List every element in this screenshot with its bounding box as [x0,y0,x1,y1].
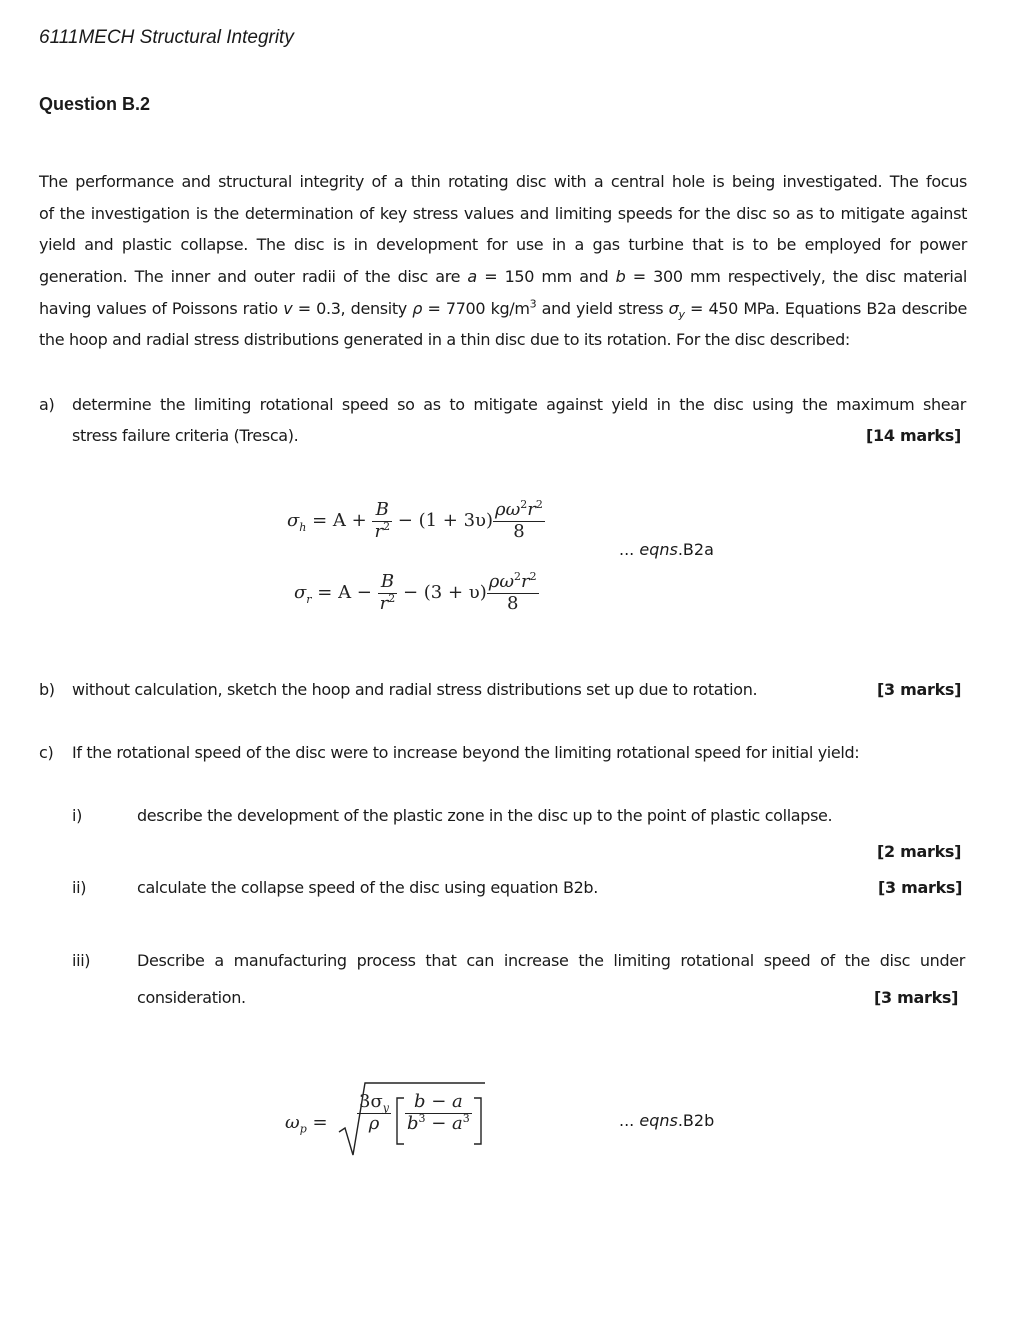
radial-frac-rho-den: 8 [506,592,519,614]
eqref-b2a-italic: eqns [639,540,678,559]
collapse-b-minus-a: b − a [414,1091,463,1112]
eqref-b2b-suffix: .B2b [677,1111,715,1130]
part-c-i-marks: [2 marks] [877,842,962,861]
var-b: b [615,267,626,286]
radial-num-r-exp: 2 [529,570,537,583]
part-c-ii-label: ii) [72,878,87,897]
intro-line-5 [39,297,967,322]
part-a-marks: [14 marks] [866,426,961,445]
hoop-frac-rho [493,500,545,542]
intro-line-4-b: = 150 mm and [476,267,616,286]
equation-radial [294,572,539,614]
radial-lhs-sub: r [306,592,312,606]
exp-3: 3 [529,297,537,311]
intro-line-1: The performance and structural integrity of a thin rotating disc with a central hole is being investigated. The focus [39,172,967,191]
hoop-r-exp: 2 [383,519,391,533]
hoop-num-r: r [527,499,536,520]
radial-mid: − (3 + υ) [397,582,487,604]
part-c-ii-marks: [3 marks] [878,878,963,897]
radial-frac-b-num [378,572,398,594]
intro-line-3: yield and plastic collapse. The disc is in development for use in a gas turbine that is to be employed for power [39,235,967,254]
collapse-lhs [285,1112,328,1136]
eqref-b2a-suffix: .B2a [677,540,714,559]
collapse-eq: = [306,1112,328,1133]
var-rho: ρ [412,299,423,318]
collapse-3sigma: 3σ [359,1091,383,1112]
radial-frac-rho-num [487,572,539,594]
collapse-rho: ρ [368,1112,380,1134]
radial-eq: = A − [311,582,378,604]
collapse-frac-2-num [405,1092,472,1114]
eqref-b2b [619,1111,714,1130]
radial-B: B [380,571,395,592]
radial-rho-omega: ρω [488,571,514,592]
intro-line-6: the hoop and radial stress distributions generated in a thin disc due to its rotation. For the disc described: [39,330,850,349]
left-bracket-icon [395,1096,405,1146]
collapse-sigma-sub: y [382,1101,389,1115]
hoop-frac-b [372,500,392,542]
radial-lhs: σ [294,582,307,604]
part-c-label: c) [39,743,54,762]
part-b-text: without calculation, sketch the hoop and radial stress distributions set up due to rotation. [72,680,758,699]
radial-frac-b [378,572,398,614]
collapse-frac-1 [357,1092,391,1134]
hoop-num-r-exp: 2 [535,498,543,511]
part-c-iii-marks: [3 marks] [874,988,959,1007]
hoop-r: r [374,520,384,542]
radial-num-r: r [521,571,530,592]
part-c-i-label: i) [72,806,82,825]
collapse-frac-2-den [405,1111,472,1135]
part-c-i-text: describe the development of the plastic zone in the disc up to the point of plastic collapse. [137,806,833,825]
eqref-b2b-italic: eqns [639,1111,678,1130]
sub-y: y [678,308,685,322]
intro-line-5-c: = 7700 kg/m [422,299,530,318]
part-c-ii-text: calculate the collapse speed of the disc using equation B2b. [137,878,598,897]
part-a-line-2: stress failure criteria (Tresca). [72,426,299,445]
radial-frac-b-den [378,591,398,615]
eqref-b2a [619,540,714,559]
collapse-frac-1-den [357,1114,391,1135]
right-bracket-icon [473,1096,483,1146]
collapse-frac-1-num [357,1092,391,1114]
hoop-B: B [375,499,389,520]
eqref-b2a-prefix: ... [619,540,640,559]
collapse-omega-sub: p [299,1122,307,1136]
question-title: Question B.2 [39,94,151,114]
collapse-den-b: b [407,1112,419,1134]
hoop-frac-b-den [372,519,392,543]
eqref-b2b-prefix: ... [619,1111,640,1130]
part-c-text: If the rotational speed of the disc were to increase beyond the limiting rotational speed for initial yield: [72,743,860,762]
intro-line-5-a: having values of Poissons ratio [39,299,284,318]
course-header: 6111MECH Structural Integrity [39,27,294,48]
intro-line-5-b: = 0.3, density [292,299,413,318]
hoop-frac-rho-num [493,500,545,522]
part-c-iii-line-2: consideration. [137,988,246,1007]
part-c-iii-line-1: Describe a manufacturing process that can increase the limiting rotational speed of the disc under [137,951,965,970]
radial-r-exp: 2 [388,591,396,605]
intro-line-5-d: and yield stress [536,299,669,318]
collapse-den-b-exp: 3 [418,1111,426,1125]
hoop-omega-exp: 2 [520,498,528,511]
hoop-mid: − (1 + 3υ) [392,510,494,532]
intro-line-4-c: = 300 mm respectively, the disc material [625,267,968,286]
part-b-label: b) [39,680,55,699]
collapse-frac-2 [405,1092,472,1134]
equation-hoop [287,500,545,542]
collapse-omega: ω [285,1112,300,1133]
var-sigma: σ [668,299,679,318]
hoop-lhs: σ [287,510,300,532]
part-a-label: a) [39,395,55,414]
var-a: a [467,267,477,286]
hoop-rho-omega: ρω [495,499,521,520]
collapse-den-a-exp: 3 [462,1111,470,1125]
part-a-line-1: determine the limiting rotational speed so as to mitigate against yield in the disc using the maximum shear [72,395,966,414]
intro-line-2: of the investigation is the determination of key stress values and limiting speeds for the disc so as to mitigate against [39,204,967,223]
hoop-frac-rho-den: 8 [513,520,525,542]
radial-frac-rho [487,572,539,614]
var-v: v [283,299,293,318]
radial-omega-exp: 2 [514,570,521,583]
collapse-den-mid: − a [425,1112,463,1134]
hoop-lhs-sub: h [299,520,307,534]
radial-r: r [379,592,389,614]
hoop-eq: = A + [306,510,373,532]
part-c-iii-label: iii) [72,951,91,970]
intro-line-4-a: generation. The inner and outer radii of the disc are [39,267,468,286]
intro-line-5-e: = 450 MPa. Equations B2a describe [684,299,967,318]
hoop-frac-b-num [372,500,392,522]
part-b-marks: [3 marks] [877,680,962,699]
intro-line-4 [39,267,967,286]
